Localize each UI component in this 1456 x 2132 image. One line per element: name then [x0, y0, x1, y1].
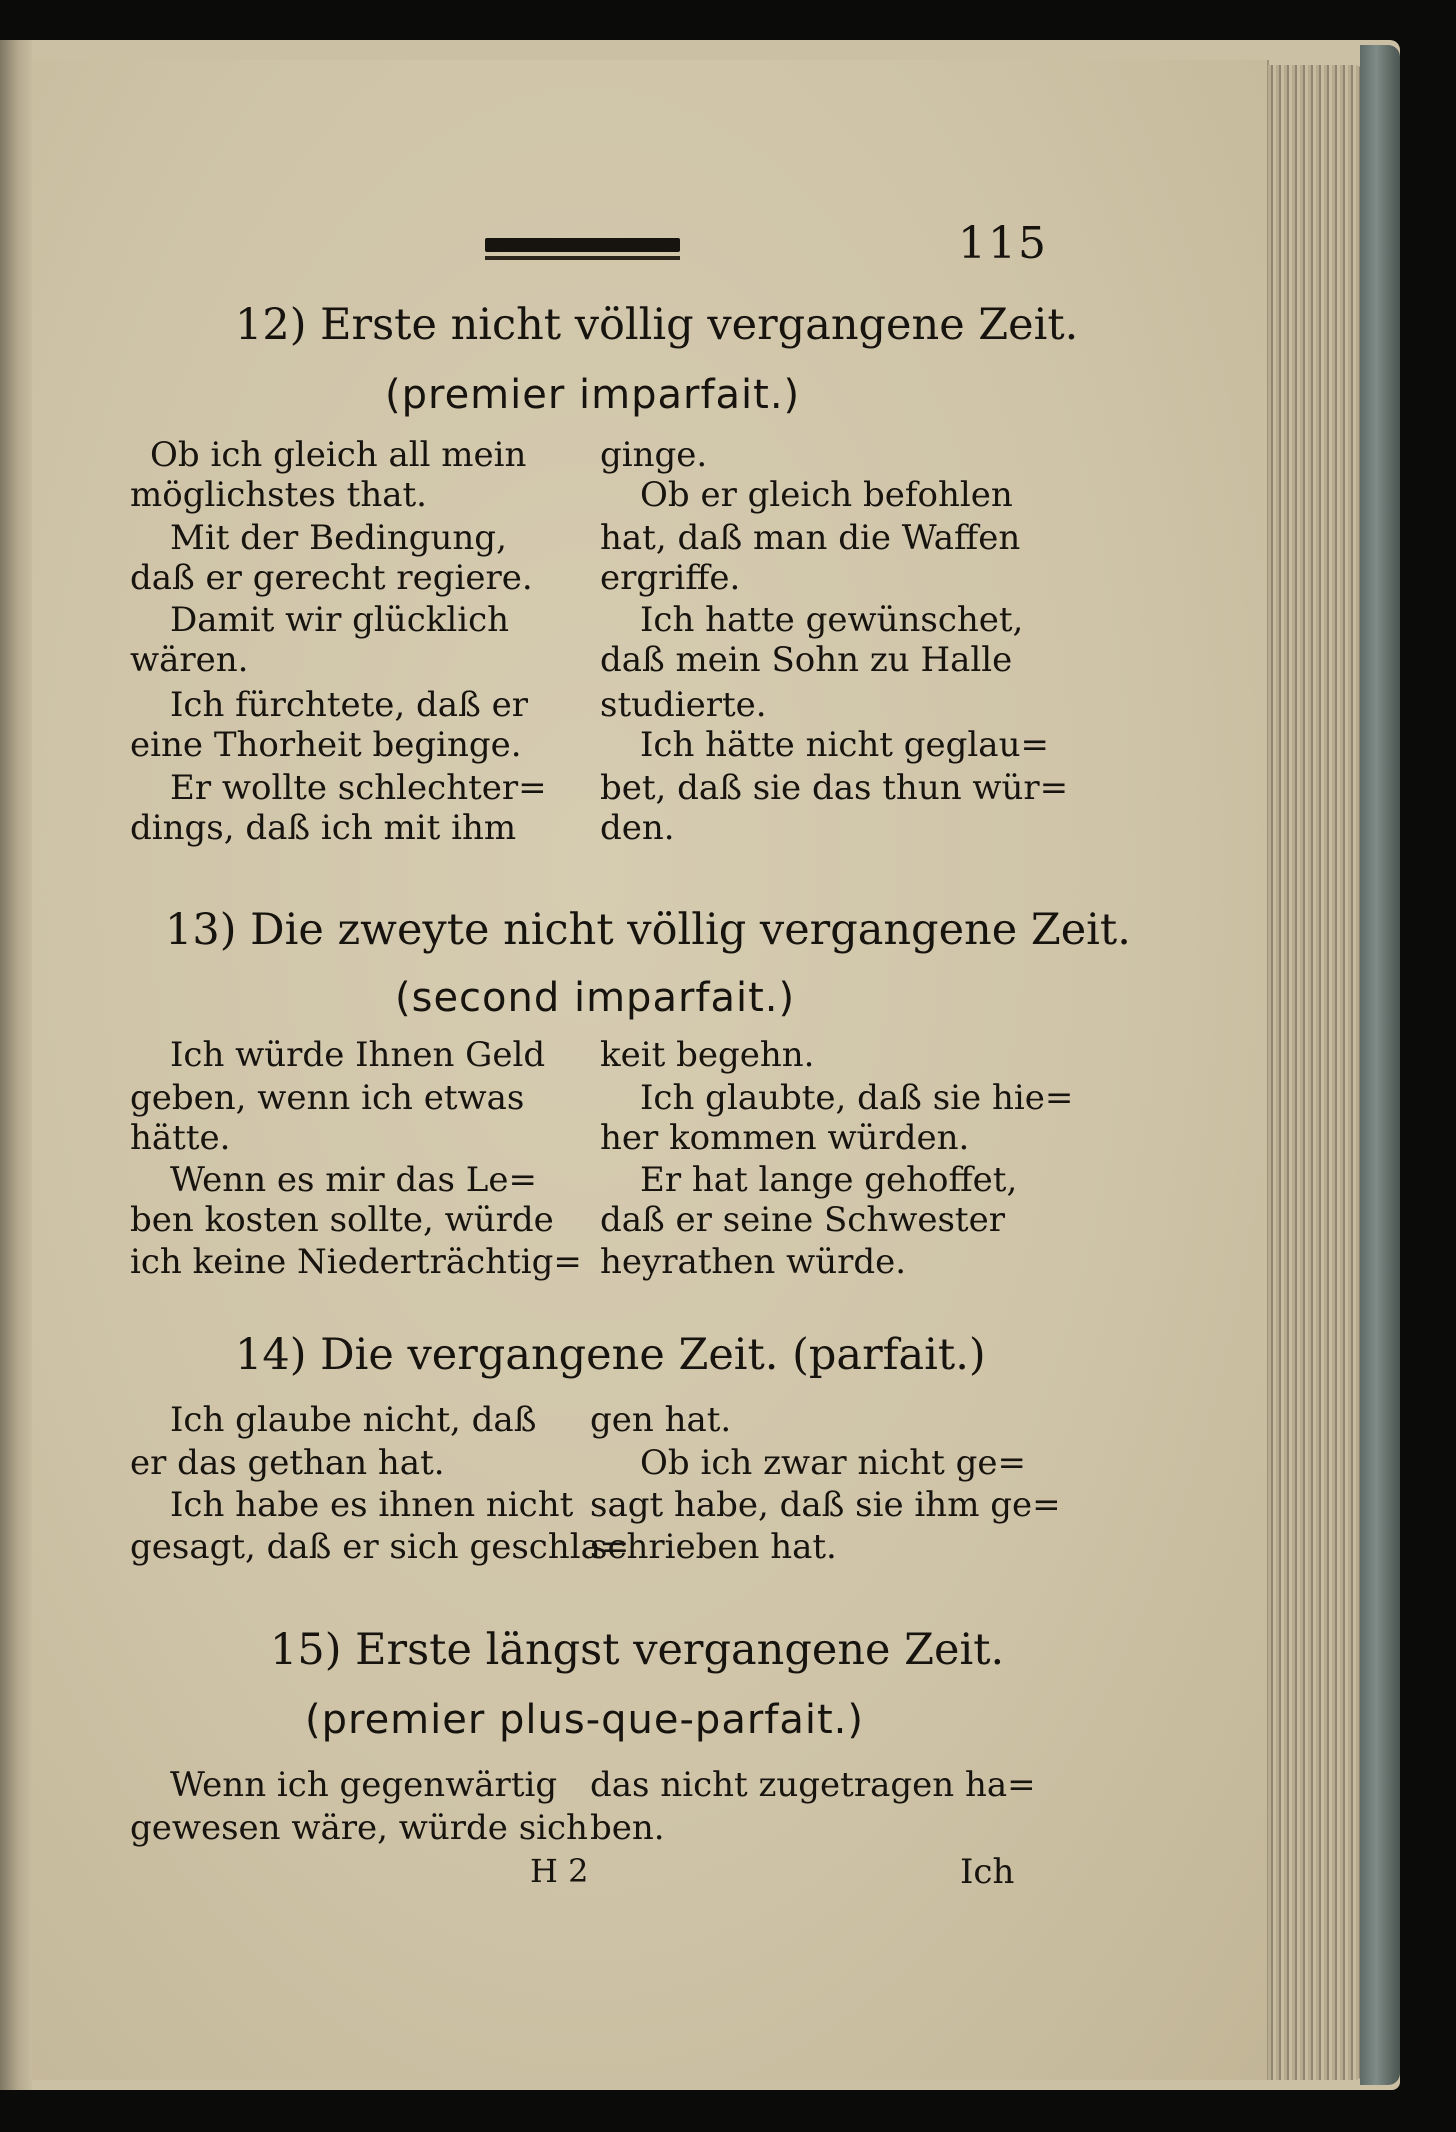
right-line: hat, daß man die Waffen [600, 518, 1021, 558]
page-stack [1268, 65, 1363, 2080]
left-line: möglichstes that. [130, 475, 427, 515]
right-line: das nicht zugetragen ha= [590, 1765, 1036, 1805]
right-line: bet, daß sie das thun wür= [600, 768, 1069, 808]
right-line: den. [600, 808, 675, 848]
left-line: ich keine Niederträchtig= [130, 1242, 582, 1282]
section-heading: 14) Die vergangene Zeit. (parfait.) [235, 1330, 986, 1380]
right-line: Ich hatte gewünschet, [640, 600, 1024, 640]
right-line: Ich hätte nicht geglau= [640, 725, 1049, 765]
right-line: ben. [590, 1808, 665, 1848]
catchword: Ich [960, 1852, 1015, 1892]
right-line: sagt habe, daß sie ihm ge= [590, 1485, 1061, 1525]
left-line: Mit der Bedingung, [170, 518, 507, 558]
right-line: schrieben hat. [590, 1527, 837, 1567]
right-line: keit begehn. [600, 1035, 815, 1075]
right-line: daß mein Sohn zu Halle [600, 640, 1013, 680]
section-subtitle: (premier imparfait.) [385, 372, 801, 418]
cover-edge [1360, 45, 1400, 2085]
left-line: ben kosten sollte, würde [130, 1200, 554, 1240]
right-line: ginge. [600, 435, 708, 475]
section-heading: 15) Erste längst vergangene Zeit. [270, 1625, 1005, 1675]
left-line: Ob ich gleich all mein [150, 435, 527, 475]
right-line: gen hat. [590, 1400, 732, 1440]
left-page-edge [0, 40, 32, 2090]
right-line: Ich glaubte, daß sie hie= [640, 1078, 1074, 1118]
right-line: heyrathen würde. [600, 1242, 907, 1282]
left-line: Wenn es mir das Le= [170, 1160, 537, 1200]
left-line: hätte. [130, 1118, 231, 1158]
left-line: dings, daß ich mit ihm [130, 808, 517, 848]
left-line: Ich habe es ihnen nicht [170, 1485, 574, 1525]
right-line: studierte. [600, 685, 767, 725]
left-line: Damit wir glücklich [170, 600, 510, 640]
left-line: gewesen wäre, würde sich [130, 1808, 588, 1848]
section-heading: 12) Erste nicht völlig vergangene Zeit. [235, 300, 1079, 350]
left-line: Wenn ich gegenwärtig [170, 1765, 558, 1805]
section-subtitle: (second imparfait.) [395, 975, 796, 1021]
left-line: geben, wenn ich etwas [130, 1078, 525, 1118]
page-number: 115 [958, 218, 1048, 269]
left-line: Er wollte schlechter= [170, 768, 547, 808]
left-line: er das gethan hat. [130, 1443, 445, 1483]
header-rule [485, 238, 680, 252]
left-line: Ich fürchtete, daß er [170, 685, 528, 725]
signature-mark: H 2 [530, 1852, 589, 1890]
right-line: her kommen würden. [600, 1118, 970, 1158]
left-line: Ich glaube nicht, daß [170, 1400, 537, 1440]
left-line: Ich würde Ihnen Geld [170, 1035, 546, 1075]
right-line: Er hat lange gehoffet, [640, 1160, 1018, 1200]
left-line: daß er gerecht regiere. [130, 558, 533, 598]
right-line: Ob er gleich befohlen [640, 475, 1013, 515]
right-line: daß er seine Schwester [600, 1200, 1005, 1240]
right-line: Ob ich zwar nicht ge= [640, 1443, 1026, 1483]
section-subtitle: (premier plus-que-parfait.) [305, 1697, 864, 1743]
right-line: ergriffe. [600, 558, 741, 598]
section-heading: 13) Die zweyte nicht völlig vergangene Zeit. [165, 905, 1131, 955]
left-line: wären. [130, 640, 249, 680]
left-line: gesagt, daß er sich geschla= [130, 1527, 630, 1567]
left-line: eine Thorheit beginge. [130, 725, 522, 765]
